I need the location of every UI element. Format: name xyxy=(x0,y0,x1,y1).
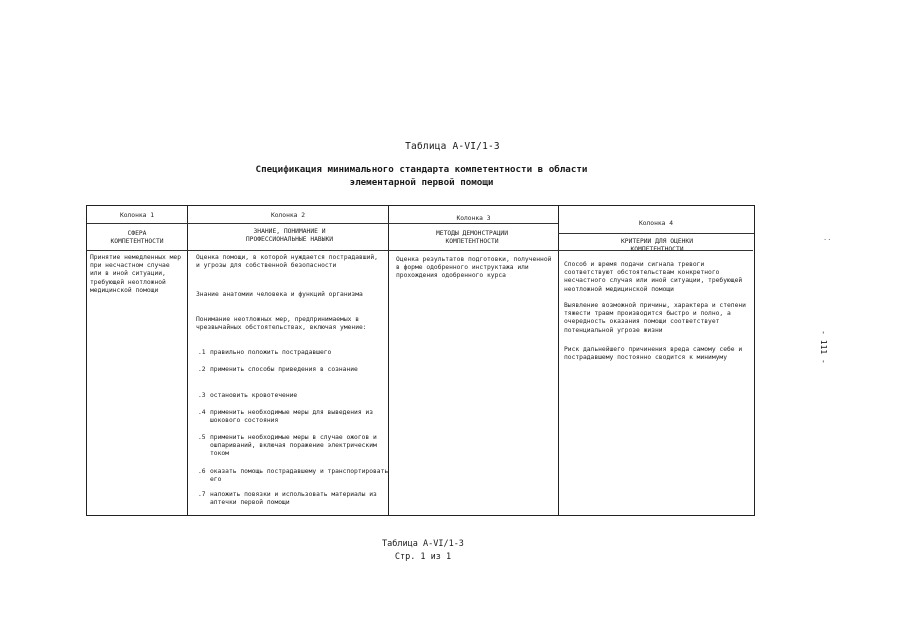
list-item-number: .7 xyxy=(198,491,206,498)
list-item-number: .1 xyxy=(198,349,206,356)
list-item-number: .6 xyxy=(198,468,206,475)
column-divider xyxy=(558,206,559,515)
competence-table xyxy=(86,205,755,516)
column-1-label: Колонка 1 xyxy=(119,212,155,219)
footer-table-ref: Таблица A-VI/1-3 xyxy=(382,539,464,549)
list-item-text: правильно положить пострадавшего xyxy=(210,349,332,356)
column-1-header: СФЕРА КОМПЕТЕНТНОСТИ xyxy=(110,230,164,246)
page-footer xyxy=(368,538,478,564)
list-item-text: наложить повязки и использовать материалы из аптечки первой помощи xyxy=(210,491,377,507)
column-4-paragraph-3: Риск дальнейшего причинения вреда самому себе и пострадавшему постоянно сводится к минимуму xyxy=(564,346,743,362)
list-item-number: .3 xyxy=(198,392,206,399)
column-4-label: Колонка 4 xyxy=(638,220,674,227)
column-4-header: КРИТЕРИИ ДЛЯ ОЦЕНКИ КОМПЕТЕНТНОСТИ xyxy=(620,238,694,254)
list-item-text: оказать помощь пострадавшему и транспортировать его xyxy=(210,468,389,484)
subtitle-line-2: элементарной первой помощи xyxy=(349,177,494,188)
column-3-demonstration-method: Оценка результатов подготовки, полученной в форме одобренного инструктажа или прохождения одобренного курса xyxy=(396,256,552,280)
column-4-paragraph-2: Выявление возможной причины, характера и степени тяжести травм производится быстро и полно, а очередность оказания помощи соответствует потенциальной угрозе жизни xyxy=(564,302,746,334)
table-title: Таблица A-VI/1-3 xyxy=(405,141,500,152)
column-3-header: МЕТОДЫ ДЕМОНСТРАЦИИ КОМПЕТЕНТНОСТИ xyxy=(435,230,509,246)
list-item-number: .5 xyxy=(198,434,206,441)
footer-page-count: Стр. 1 из 1 xyxy=(394,552,452,562)
column-2-label: Колонка 2 xyxy=(270,212,306,219)
column-divider xyxy=(187,206,188,515)
list-item-text: применить необходимые меры в случае ожогов и ошпариваний, включая поражение электрическим током xyxy=(210,434,377,458)
column-2-paragraph-1: Оценка помощи, в которой нуждается пострадавший, и угрозы для собственной безопасности xyxy=(196,254,378,270)
side-page-number: - 111 - xyxy=(819,330,828,364)
column-4-paragraph-1: Способ и время подачи сигнала тревоги соответствуют обстоятельствам конкретного несчастного случая или иной ситуации, требующей неотложной медицинской помощи xyxy=(564,261,743,293)
table-subtitle xyxy=(0,163,843,189)
column-2-paragraph-2: Знание анатомии человека и функций организма xyxy=(196,291,363,298)
scan-speck: .. xyxy=(823,234,832,242)
column-2-header: ЗНАНИЕ, ПОНИМАНИЕ И ПРОФЕССИОНАЛЬНЫЕ НАВЫКИ xyxy=(245,228,334,244)
column-2-paragraph-3: Понимание неотложных мер, предпринимаемых в чрезвычайных обстоятельствах, включая умение: xyxy=(196,316,367,332)
list-item-text: применить необходимые меры для выведения из шокового состояния xyxy=(210,409,374,425)
list-item-number: .2 xyxy=(198,366,206,373)
column-1-competence-area: Принятие немедленных мер при несчастном случае или в иной ситуации, требующей неотложной медицинской помощи xyxy=(90,254,181,294)
column-3-label: Колонка 3 xyxy=(456,215,491,222)
list-item-number: .4 xyxy=(198,409,206,416)
list-item-text: применить способы приведения в сознание xyxy=(210,366,358,373)
row-divider xyxy=(558,233,754,234)
subtitle-line-1: Спецификация минимального стандарта компетентности в области xyxy=(255,164,588,175)
list-item-text: остановить кровотечение xyxy=(210,392,298,399)
